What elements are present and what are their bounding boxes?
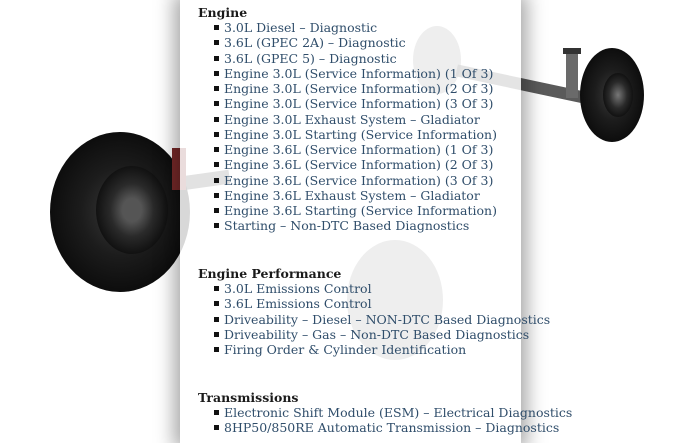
list-item (198, 127, 497, 142)
list-item (198, 312, 550, 327)
list-item (198, 157, 497, 172)
section-heading: Transmissions (198, 390, 299, 405)
list-item (198, 296, 550, 311)
link-item[interactable]: Electronic Shift Module (ESM) – Electrical Diagnostics (224, 405, 573, 420)
list-item (198, 51, 497, 66)
list-item (198, 81, 497, 96)
list-item (198, 112, 497, 127)
link-item[interactable]: Driveability – Gas – Non-DTC Based Diagnostics (224, 326, 530, 342)
link-item[interactable]: Engine 3.6L (Service Information) (1 Of 3) (224, 142, 494, 157)
list-item (198, 66, 497, 81)
content-column (180, 0, 573, 443)
link-item[interactable]: Engine 3.0L Exhaust System – Gladiator (224, 111, 480, 127)
link-item[interactable]: 3.0L Emissions Control (224, 281, 372, 296)
link-item[interactable]: 3.6L (GPEC 5) – Diagnostic (224, 50, 397, 66)
list-item (198, 173, 497, 188)
link-item[interactable]: 8HP50/850RE Automatic Transmission – Diagnostics (224, 420, 560, 436)
link-item[interactable]: Engine 3.6L Starting (Service Information) (224, 203, 497, 218)
link-item[interactable]: Engine 3.0L Starting (Service Information) (224, 126, 497, 142)
list-item (198, 20, 497, 35)
link-list (198, 20, 497, 234)
link-item[interactable]: 3.6L (GPEC 2A) – Diagnostic (224, 35, 406, 51)
link-item[interactable]: Engine 3.0L (Service Information) (2 Of 3) (224, 81, 494, 96)
list-item (198, 405, 572, 420)
link-item[interactable]: Engine 3.0L (Service Information) (3 Of 3) (224, 96, 494, 112)
link-item[interactable]: Engine 3.6L (Service Information) (3 Of 3) (224, 172, 494, 188)
link-item[interactable]: 3.0L Diesel – Diagnostic (224, 20, 378, 35)
link-list (198, 281, 550, 357)
section-transmissions (198, 390, 572, 436)
section-engine (198, 5, 497, 234)
link-item[interactable]: Starting – Non-DTC Based Diagnostics (224, 218, 470, 234)
link-item[interactable]: Engine 3.6L (Service Information) (2 Of 3) (224, 157, 494, 173)
link-item[interactable]: Driveability – Diesel – NON-DTC Based Diagnostics (224, 311, 551, 327)
list-item (198, 96, 497, 111)
section-heading: Engine (198, 5, 248, 20)
list-item (198, 342, 550, 357)
list-item (198, 142, 497, 157)
list-item (198, 35, 497, 50)
list-item (198, 188, 497, 203)
link-item[interactable]: Firing Order & Cylinder Identification (224, 342, 467, 357)
list-item (198, 420, 572, 435)
link-item[interactable]: Engine 3.6L Exhaust System – Gladiator (224, 187, 480, 203)
list-item (198, 281, 550, 296)
list-item (198, 203, 497, 218)
link-item[interactable]: Engine 3.0L (Service Information) (1 Of 3) (224, 65, 494, 81)
section-engine-performance (198, 266, 550, 357)
list-item (198, 218, 497, 233)
link-item[interactable]: 3.6L Emissions Control (224, 296, 372, 312)
link-list (198, 405, 572, 436)
list-item (198, 327, 550, 342)
section-heading: Engine Performance (198, 266, 342, 281)
